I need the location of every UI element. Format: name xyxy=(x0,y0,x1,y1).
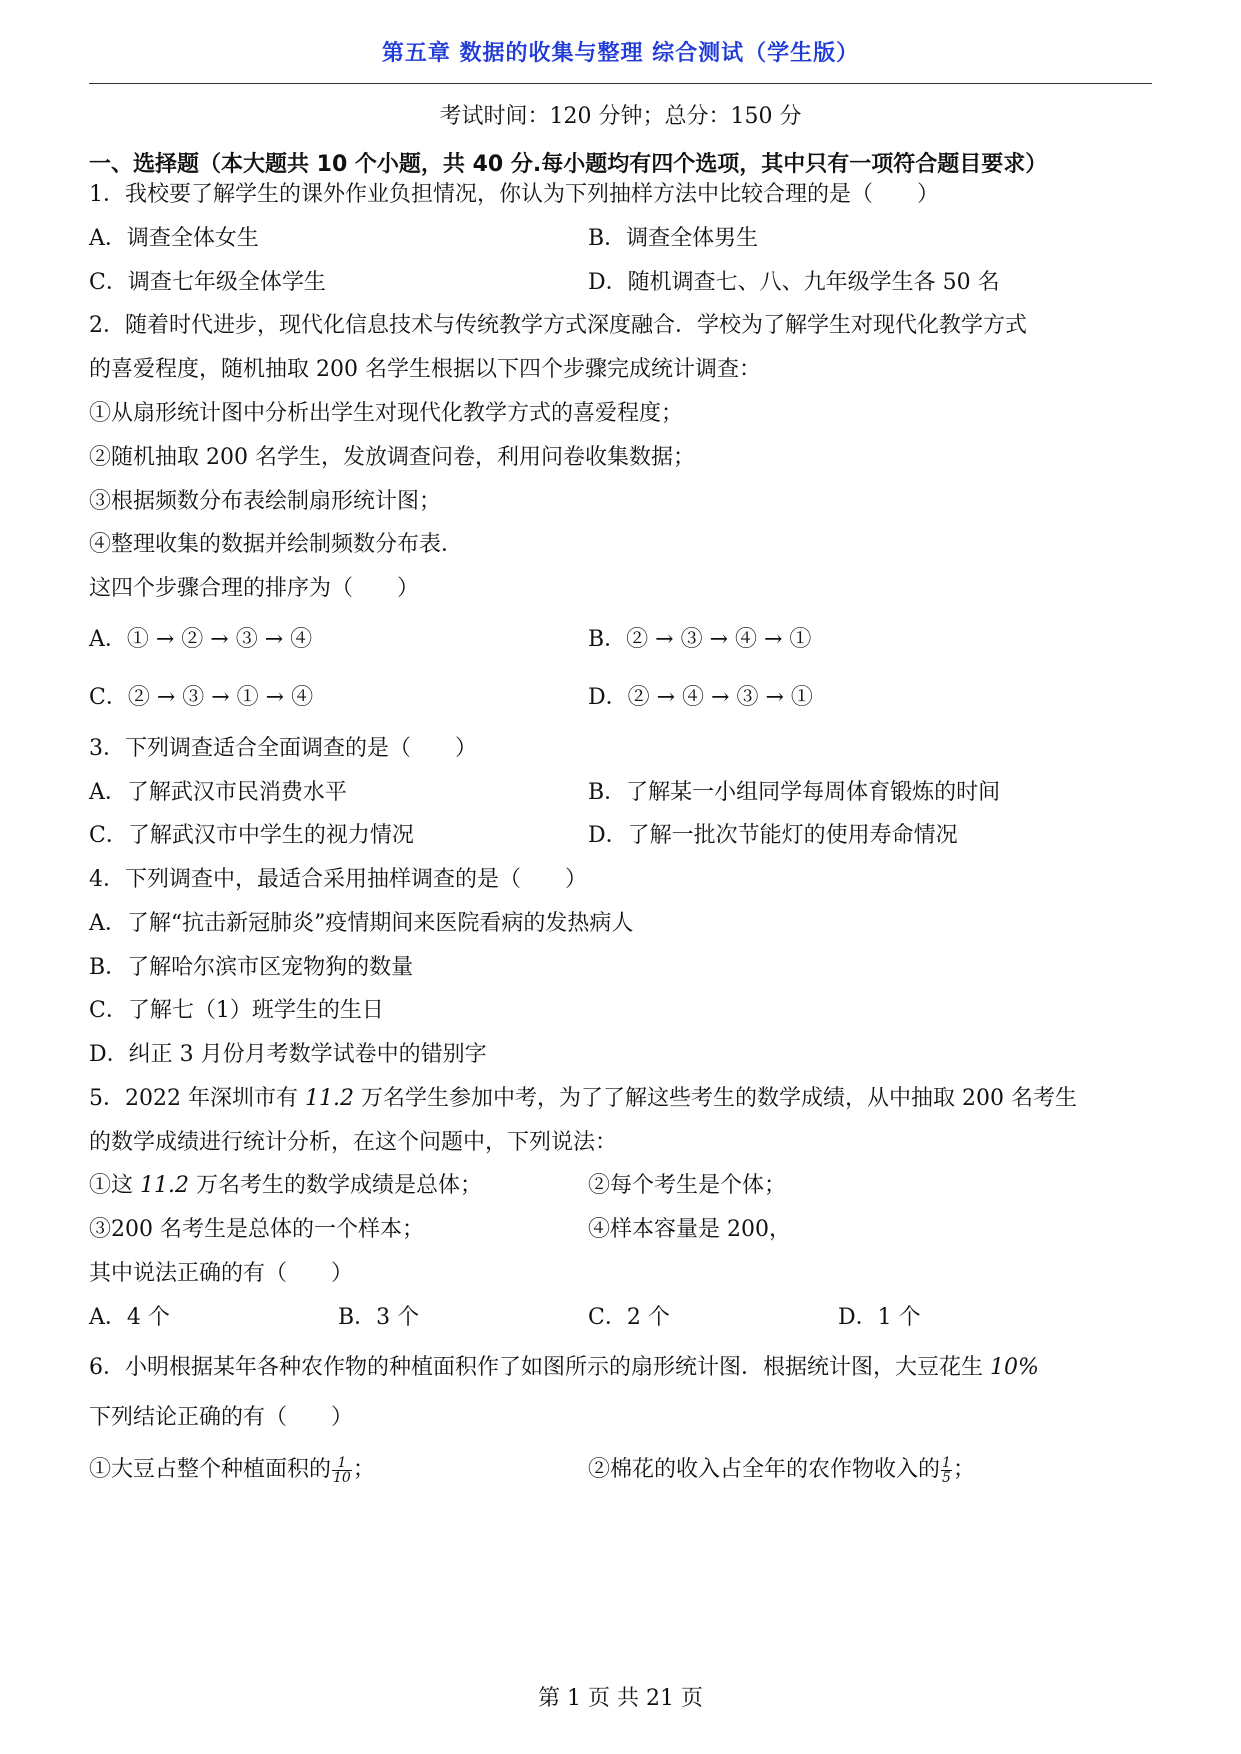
q6-statement-1 xyxy=(89,1452,375,1485)
page-footer: 第 1 页 共 21 页 xyxy=(538,1686,703,1711)
q4-option-b: B．了解哈尔滨市区宠物狗的数量 xyxy=(89,955,414,980)
question-2-stem: 2．随着时代进步，现代化信息技术与传统教学方式深度融合．学校为了解学生对现代化教学方式 xyxy=(89,313,1028,338)
q1-option-d: D．随机调查七、八、九年级学生各 50 名 xyxy=(588,270,1000,295)
q4-option-d: D．纠正 3 月份月考数学试卷中的错别字 xyxy=(89,1042,487,1067)
question-5-stem-cont: 的数学成绩进行统计分析，在这个问题中，下列说法： xyxy=(89,1130,618,1155)
q1-option-a: A．调查全体女生 xyxy=(89,226,259,251)
header-divider xyxy=(89,83,1152,84)
q6-s1-text: ①大豆占整个种植面积的 xyxy=(89,1457,332,1482)
fraction-numerator: 1 xyxy=(332,1456,352,1471)
q3-option-c: C．了解武汉市中学生的视力情况 xyxy=(89,823,414,848)
q5-question: 其中说法正确的有（ ） xyxy=(89,1261,354,1286)
q5-option-d: D．1 个 xyxy=(838,1305,921,1330)
question-2-stem-cont: 的喜爱程度，随机抽取 200 名学生根据以下四个步骤完成统计调查： xyxy=(89,357,761,382)
q2-step-2: ②随机抽取 200 名学生，发放调查问卷，利用问卷收集数据； xyxy=(89,445,695,470)
q5-number: 11.2 xyxy=(304,1086,354,1111)
q5-statement-3: ③200 名考生是总体的一个样本； xyxy=(89,1217,424,1242)
q4-option-c: C．了解七（1）班学生的生日 xyxy=(89,998,384,1023)
q2-option-d: D．② → ④ → ③ → ① xyxy=(588,685,813,710)
question-3-stem: 3．下列调查适合全面调查的是（ ） xyxy=(89,736,477,761)
q3-option-a: A．了解武汉市民消费水平 xyxy=(89,780,347,805)
question-6-stem xyxy=(89,1350,1039,1381)
q6-s1-end: ； xyxy=(352,1457,375,1482)
q5-s1-part: 万名考生的数学成绩是总体； xyxy=(188,1173,482,1198)
question-5-stem xyxy=(89,1081,1077,1112)
page-title: 第五章 数据的收集与整理 综合测试（学生版） xyxy=(381,41,860,66)
fraction xyxy=(941,1456,952,1485)
q5-statement-1 xyxy=(89,1168,482,1199)
q5-option-b: B．3 个 xyxy=(338,1305,420,1330)
fraction-denominator: 10 xyxy=(333,1469,351,1486)
fraction-numerator: 1 xyxy=(942,1454,951,1471)
q5-stem-part: 万名学生参加中考，为了了解这些考生的数学成绩，从中抽取 200 名考生 xyxy=(353,1086,1077,1111)
question-4-stem: 4．下列调查中，最适合采用抽样调查的是（ ） xyxy=(89,867,587,892)
q5-stem-part: 5．2022 年深圳市有 xyxy=(89,1086,305,1111)
q6-percent: 10% xyxy=(990,1355,1039,1380)
q6-s2-text: ②棉花的收入占全年的农作物收入的 xyxy=(588,1457,941,1482)
q2-step-1: ①从扇形统计图中分析出学生对现代化教学方式的喜爱程度； xyxy=(89,401,684,426)
q1-option-c: C．调查七年级全体学生 xyxy=(89,270,326,295)
q1-option-b: B．调查全体男生 xyxy=(588,226,759,251)
q5-s1-part: ①这 xyxy=(89,1173,140,1198)
q6-statement-2 xyxy=(588,1452,975,1485)
q2-option-a: A．① → ② → ③ → ④ xyxy=(89,627,313,652)
q5-s1-number: 11.2 xyxy=(140,1173,189,1198)
fraction xyxy=(332,1456,352,1485)
q5-option-c: C．2 个 xyxy=(588,1305,670,1330)
question-1-stem: 1．我校要了解学生的课外作业负担情况，你认为下列抽样方法中比较合理的是（ ） xyxy=(89,182,939,207)
exam-info: 考试时间：120 分钟；总分：150 分 xyxy=(439,104,802,129)
q6-stem-part: 6．小明根据某年各种农作物的种植面积作了如图所示的扇形统计图．根据统计图，大豆花生 xyxy=(89,1355,990,1380)
q5-option-a: A．4 个 xyxy=(89,1305,170,1330)
q4-option-a: A．了解“抗击新冠肺炎”疫情期间来医院看病的发热病人 xyxy=(89,911,634,936)
q5-statement-2: ②每个考生是个体； xyxy=(588,1173,787,1198)
fraction-denominator: 5 xyxy=(942,1469,951,1486)
q2-step-3: ③根据频数分布表绘制扇形统计图； xyxy=(89,489,442,514)
q2-option-c: C．② → ③ → ① → ④ xyxy=(89,685,314,710)
q3-option-b: B．了解某一小组同学每周体育锻炼的时间 xyxy=(588,780,1001,805)
q2-question: 这四个步骤合理的排序为（ ） xyxy=(89,576,420,601)
question-6-stem-cont: 下列结论正确的有（ ） xyxy=(89,1405,354,1430)
q3-option-d: D．了解一批次节能灯的使用寿命情况 xyxy=(588,823,958,848)
q5-statement-4: ④样本容量是 200， xyxy=(588,1217,791,1242)
q2-option-b: B．② → ③ → ④ → ① xyxy=(588,627,812,652)
section-title: 一、选择题（本大题共 10 个小题，共 40 分.每小题均有四个选项，其中只有一项符合题目要求） xyxy=(89,152,1048,177)
q2-step-4: ④整理收集的数据并绘制频数分布表． xyxy=(89,532,464,557)
q6-s2-end: ； xyxy=(952,1457,975,1482)
